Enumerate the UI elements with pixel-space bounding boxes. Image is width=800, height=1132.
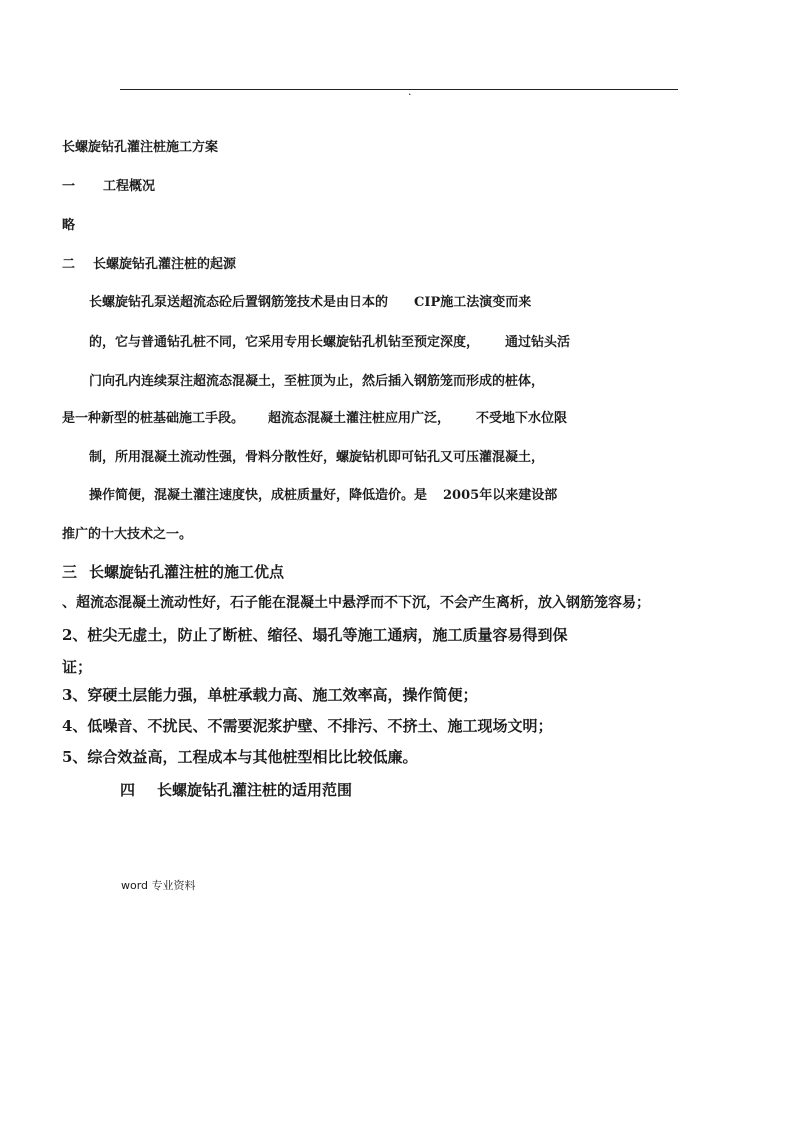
section-3-item-3: 3、穿硬土层能力强，单桩承载力高、施工效率高，操作简便； xyxy=(62,686,478,704)
section-3-item-2: 2、桩尖无虚土，防止了断桩、缩径、塌孔等施工通病，施工质量容易得到保 xyxy=(62,626,568,644)
text-run: 超流态混凝土灌注桩应用广泛， xyxy=(268,411,451,426)
section-3-title: 长螺旋钻孔灌注桩的施工优点 xyxy=(89,563,285,581)
section-1-heading xyxy=(62,179,155,195)
header-rule xyxy=(120,89,678,90)
text-run: 不受地下水位限 xyxy=(476,411,568,426)
section-1-body: 略 xyxy=(62,218,76,233)
section-3-number: 三 xyxy=(62,563,78,581)
section-1-number: 一 xyxy=(62,179,76,194)
section-3-item-1: 、超流态混凝土流动性好，石子能在混凝土中悬浮而不下沉，不会产生离析，放入钢筋笼容易； xyxy=(62,595,650,611)
section-3-item-5: 5、综合效益高，工程成本与其他桩型相比比较低廉。 xyxy=(62,748,418,766)
section-2-number: 二 xyxy=(62,257,76,272)
section-2-line-4 xyxy=(62,411,567,427)
section-2-line-7: 推广的十大技术之一。 xyxy=(62,527,193,542)
section-3-item-4: 4、低噪音、不扰民、不需要泥浆护壁、不排污、不挤土、施工现场文明； xyxy=(62,717,553,735)
section-2-line-3: 门向孔内连续泵注超流态混凝土，至桩顶为止，然后插入钢筋笼而形成的桩体， xyxy=(89,374,545,389)
document-title: 长螺旋钻孔灌注桩施工方案 xyxy=(62,140,219,155)
section-4-heading xyxy=(120,781,352,799)
section-2-line-5: 制，所用混凝土流动性强，骨料分散性好，螺旋钻机即可钻孔又可压灌混凝土， xyxy=(89,450,545,465)
section-4-title: 长螺旋钻孔灌注桩的适用范围 xyxy=(157,781,353,799)
text-run: 2005年以来建设部 xyxy=(443,488,558,503)
text-run: 是一种新型的桩基础施工手段。 xyxy=(62,411,245,426)
section-2-heading xyxy=(62,257,236,273)
page-footer: word 专业资料 xyxy=(121,879,196,892)
section-3-heading xyxy=(62,563,284,581)
section-4-number: 四 xyxy=(120,781,136,799)
header-dot: . xyxy=(408,85,412,98)
section-2-line-2 xyxy=(89,335,570,351)
section-1-title: 工程概况 xyxy=(103,179,156,194)
section-2-title: 长螺旋钻孔灌注桩的起源 xyxy=(93,257,237,272)
text-run: 操作简便，混凝土灌注速度快，成桩质量好，降低造价。是 xyxy=(89,488,428,503)
text-run: CIP施工法演变而来 xyxy=(414,295,532,310)
section-2-line-1 xyxy=(89,295,531,311)
text-run: 的，它与普通钻孔桩不同，它采用专用长螺旋钻孔机钻至预定深度， xyxy=(89,335,480,350)
section-2-line-6 xyxy=(89,488,557,504)
text-run: 通过钻头活 xyxy=(505,335,571,350)
section-3-item-2-continued: 证； xyxy=(62,658,93,676)
text-run: 长螺旋钻孔泵送超流态砼后置钢筋笼技术是由日本的 xyxy=(89,295,389,310)
